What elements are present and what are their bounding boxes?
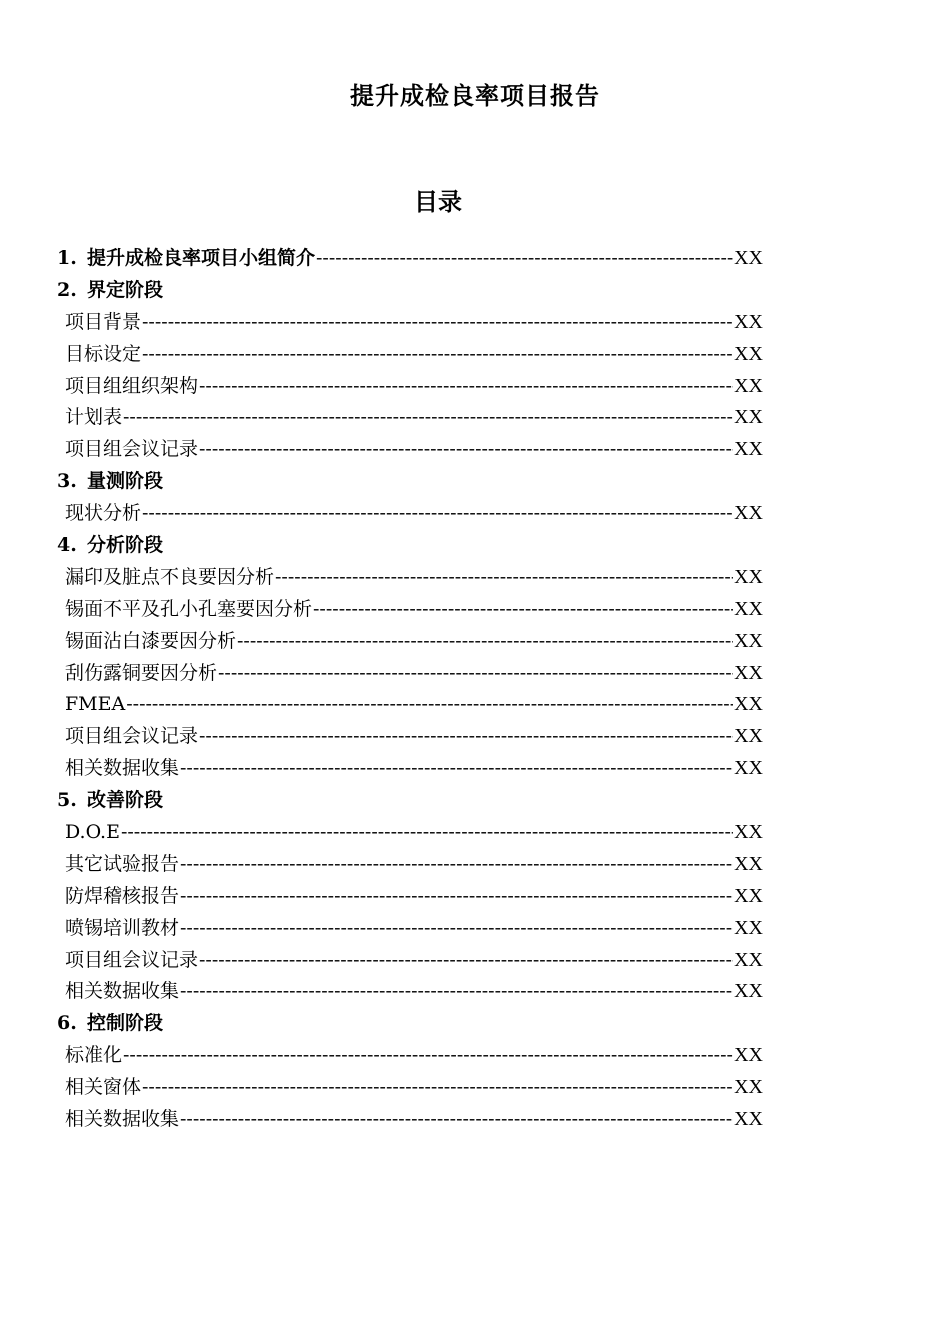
toc-entry-label: 提升成检良率项目小组简介: [87, 247, 316, 269]
toc-page-number: XX: [734, 916, 763, 939]
toc-dot-leader: [142, 498, 733, 530]
toc-section-number: 1.: [57, 247, 77, 269]
toc-section-row[interactable]: [57, 243, 763, 275]
toc-item-row[interactable]: [57, 434, 763, 466]
toc-page-number: XX: [734, 406, 763, 429]
toc-item-row[interactable]: [57, 307, 763, 339]
toc-page-number: XX: [734, 1044, 763, 1067]
toc-item-row[interactable]: [57, 976, 763, 1008]
toc-entry-label: FMEA: [65, 693, 126, 716]
toc-dot-leader: [180, 881, 733, 913]
toc-entry-label: 计划表: [65, 406, 123, 429]
toc-page-number: XX: [734, 884, 763, 907]
toc-entry-label: 相关数据收集: [65, 1108, 180, 1131]
toc-page-number: XX: [734, 310, 763, 333]
toc-section-number: 2.: [57, 278, 77, 301]
toc-dot-leader: [199, 371, 733, 403]
toc-section-number: 4.: [57, 534, 77, 557]
toc-dot-leader: [237, 626, 733, 658]
toc-item-row[interactable]: [57, 498, 763, 530]
toc-item-row[interactable]: [57, 1104, 763, 1136]
toc-page-number: XX: [734, 661, 763, 684]
toc-item-row[interactable]: [57, 1040, 763, 1072]
toc-item-row[interactable]: [57, 689, 763, 721]
toc-entry-label: 量测阶段: [87, 470, 164, 493]
toc-item-row[interactable]: [57, 371, 763, 403]
toc-entry-label: 防焊稽核报告: [65, 884, 180, 907]
toc-dot-leader: [275, 562, 733, 594]
toc-item-row[interactable]: [57, 402, 763, 434]
toc-page-number: XX: [734, 342, 763, 365]
toc-entry-label: 项目组组织架构: [65, 374, 199, 397]
toc-dot-leader: [218, 658, 733, 690]
toc-dot-leader: [123, 1040, 733, 1072]
toc-entry-label: 目标设定: [65, 342, 142, 365]
toc-dot-leader: [316, 243, 733, 275]
toc-dot-leader: [180, 1104, 733, 1136]
toc-item-row[interactable]: [57, 721, 763, 753]
toc-dot-leader: [126, 689, 733, 721]
toc-dot-leader: [199, 945, 733, 977]
toc-entry-label: 标准化: [65, 1044, 123, 1067]
toc-page-number: XX: [734, 980, 763, 1003]
toc-page-number: XX: [734, 597, 763, 620]
toc-entry-label: 项目背景: [65, 310, 142, 333]
toc-page-number: XX: [734, 725, 763, 748]
toc-dot-leader: [121, 817, 733, 849]
toc-entry-label: 现状分析: [65, 502, 142, 525]
toc-entry-label: 项目组会议记录: [65, 725, 199, 748]
toc-item-row[interactable]: [57, 658, 763, 690]
toc-item-row[interactable]: [57, 626, 763, 658]
toc-entry-label: 相关数据收集: [65, 980, 180, 1003]
toc-item-row[interactable]: [57, 753, 763, 785]
toc-entry-label: 其它试验报告: [65, 852, 180, 875]
toc-entry-label: 漏印及脏点不良要因分析: [65, 565, 275, 588]
toc-heading: 目录: [414, 187, 462, 216]
toc-dot-leader: [180, 913, 733, 945]
toc-entry-label: 界定阶段: [87, 278, 164, 301]
toc-entry-label: 改善阶段: [87, 789, 164, 812]
toc-entry-label: 相关数据收集: [65, 757, 180, 780]
toc-item-row[interactable]: [57, 562, 763, 594]
toc-page-number: XX: [734, 247, 763, 269]
toc-item-row[interactable]: [57, 881, 763, 913]
toc-section-row[interactable]: [57, 530, 763, 562]
toc-page-number: XX: [734, 948, 763, 971]
toc-dot-leader: [142, 1072, 733, 1104]
toc-entry-label: 锡面不平及孔小孔塞要因分析: [65, 597, 313, 620]
toc-entry-label: D.O.E: [65, 821, 120, 844]
toc-page-number: XX: [734, 1108, 763, 1131]
toc-dot-leader: [142, 339, 733, 371]
table-of-contents: [57, 243, 763, 1136]
toc-page-number: XX: [734, 502, 763, 525]
toc-item-row[interactable]: [57, 913, 763, 945]
toc-dot-leader: [180, 976, 733, 1008]
toc-entry-label: 控制阶段: [87, 1012, 164, 1035]
toc-entry-label: 刮伤露铜要因分析: [65, 661, 218, 684]
toc-item-row[interactable]: [57, 945, 763, 977]
toc-page-number: XX: [734, 1076, 763, 1099]
toc-dot-leader: [199, 721, 733, 753]
toc-entry-label: 分析阶段: [87, 534, 164, 557]
toc-section-row[interactable]: [57, 785, 763, 817]
toc-section-number: 3.: [57, 470, 77, 493]
toc-item-row[interactable]: [57, 594, 763, 626]
toc-page-number: XX: [734, 438, 763, 461]
toc-section-number: 5.: [57, 789, 77, 812]
toc-item-row[interactable]: [57, 1072, 763, 1104]
toc-page-number: XX: [734, 821, 763, 844]
toc-page-number: XX: [734, 693, 763, 716]
toc-dot-leader: [199, 434, 733, 466]
toc-page-number: XX: [734, 374, 763, 397]
toc-item-row[interactable]: [57, 817, 763, 849]
toc-section-row[interactable]: [57, 1008, 763, 1040]
toc-dot-leader: [123, 402, 733, 434]
toc-page-number: XX: [734, 757, 763, 780]
toc-dot-leader: [142, 307, 733, 339]
toc-entry-label: 锡面沾白漆要因分析: [65, 629, 237, 652]
toc-entry-label: 喷锡培训教材: [65, 916, 180, 939]
toc-entry-label: 项目组会议记录: [65, 438, 199, 461]
toc-page-number: XX: [734, 852, 763, 875]
toc-section-row[interactable]: [57, 466, 763, 498]
toc-dot-leader: [180, 849, 733, 881]
document-title: 提升成检良率项目报告: [350, 81, 600, 110]
toc-item-row[interactable]: [57, 849, 763, 881]
toc-section-row[interactable]: [57, 275, 763, 307]
toc-item-row[interactable]: [57, 339, 763, 371]
toc-dot-leader: [180, 753, 733, 785]
toc-entry-label: 相关窗体: [65, 1076, 142, 1099]
toc-page-number: XX: [734, 565, 763, 588]
toc-dot-leader: [313, 594, 733, 626]
toc-page-number: XX: [734, 629, 763, 652]
toc-entry-label: 项目组会议记录: [65, 948, 199, 971]
toc-section-number: 6.: [57, 1012, 77, 1035]
